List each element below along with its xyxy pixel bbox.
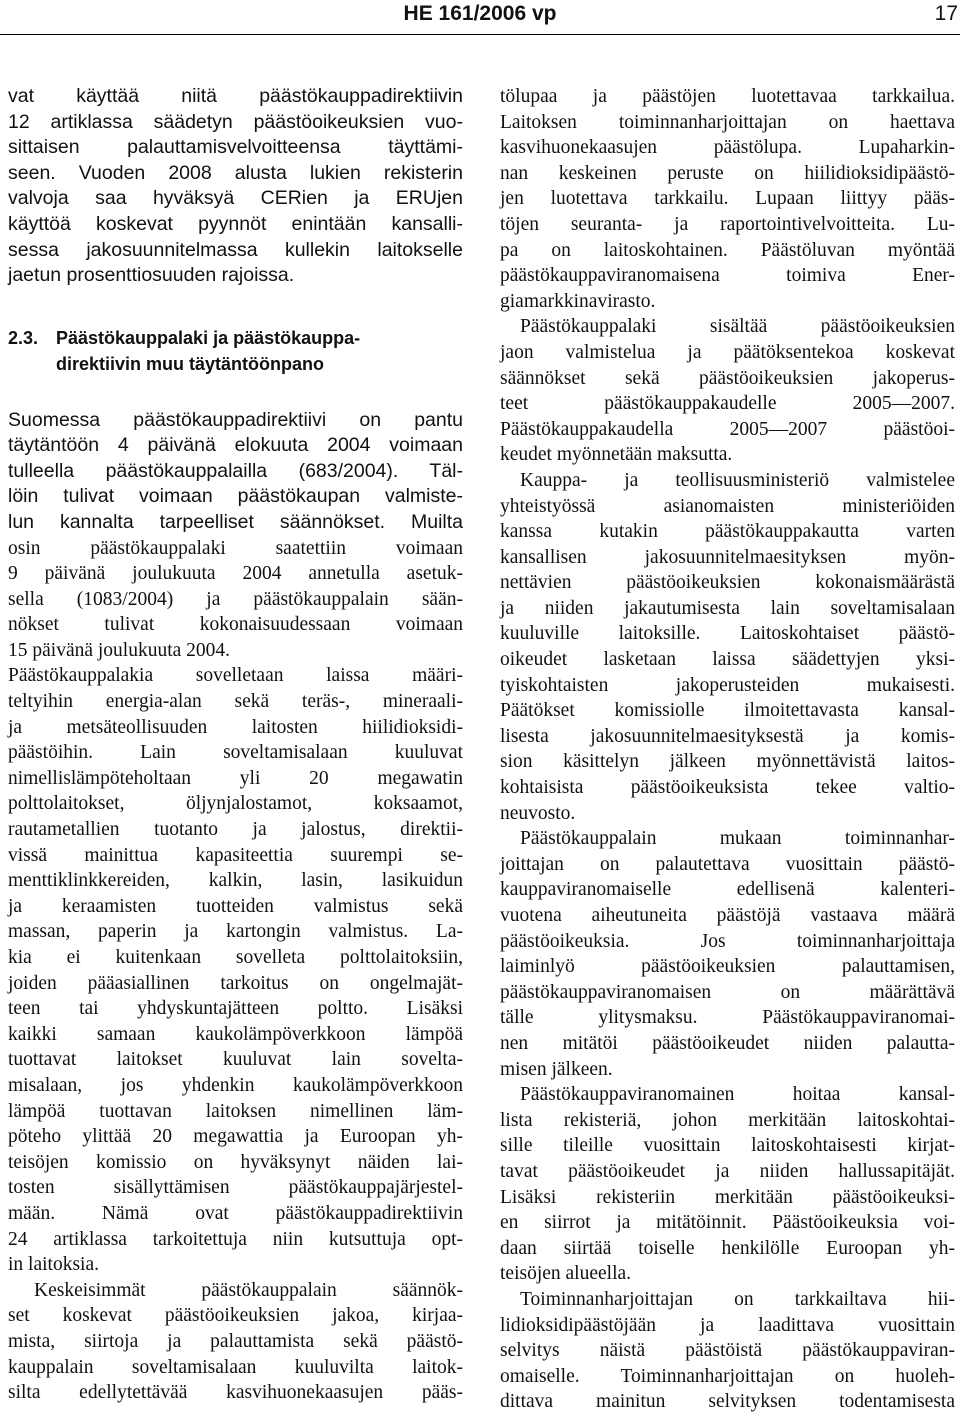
- text-line: päästökauppaviranomaisena toimiva Ener-: [500, 265, 955, 287]
- text-line: sessa jakosuunnitelmassa kullekin laitokselle: [8, 238, 463, 261]
- text-line: pa on laitoskohtainen. Päästöluvan myöntää: [500, 239, 955, 261]
- text-line: oikeudet lasketaan laissa säädettyjen yksi-: [500, 649, 955, 671]
- page-header: [0, 0, 960, 35]
- text-line: lisesta jakosuunnitelmaesityksestä ja komis-: [500, 725, 955, 747]
- text-line: jaetun prosenttiosuuden rajoissa.: [8, 264, 295, 287]
- text-line: osin päästökauppalaki saatettiin voimaan: [8, 537, 463, 559]
- text-line: selvitys näistä päästöistä päästökauppaviran-: [500, 1340, 955, 1362]
- text-line: neuvosto.: [500, 802, 576, 824]
- paragraph: [8, 84, 463, 289]
- text-line: joiden pääasiallinen tarkoitus on ongelmajät-: [8, 972, 463, 994]
- paragraph: [8, 1278, 463, 1304]
- text-line: Päästökauppaviranomainen hoitaa kansal-: [520, 1084, 955, 1106]
- paragraph: [500, 468, 955, 494]
- text-line: misen jälkeen.: [500, 1058, 613, 1080]
- text-line: lun kannalta tarpeelliset säännökset. Muilta: [8, 510, 463, 533]
- text-line: ja metsäteollisuuden laitosten hiilidioksidi-: [8, 716, 463, 738]
- text-line: Päästökauppalain mukaan toiminnanhar-: [520, 828, 955, 850]
- right-column: [500, 84, 955, 1415]
- text-line: lista rekisteriä, johon merkitään laitoskohtai-: [500, 1109, 955, 1131]
- text-line: tosten sisällyttämisen päästökauppajärjestel-: [8, 1177, 463, 1199]
- text-line: käyttöä koskevat pyynnöt enintään kansalli-: [8, 212, 463, 235]
- paragraph: [8, 1303, 463, 1405]
- text-line: mista, siirtoja ja palauttamista sekä päästö-: [8, 1330, 463, 1352]
- paragraph: [500, 1287, 955, 1313]
- text-line: ja niiden jakautumisesta lain soveltamisalaan: [500, 597, 955, 619]
- paragraph: [500, 340, 955, 468]
- text-line: kaikki samaan kaukolämpöverkkoon lämpöä: [8, 1023, 463, 1045]
- text-line: sella (1083/2004) ja päästökauppalain sään-: [8, 588, 463, 610]
- document-id: HE 161/2006 vp: [403, 2, 557, 25]
- text-line: sion käsittelyn jälkeen myönnettävistä laitos-: [500, 751, 955, 773]
- section-title-line: Päästökauppalaki ja päästökauppa-: [56, 328, 361, 349]
- text-line: kasvihuonekaasujen päästölupa. Lupaharkin-: [500, 137, 955, 159]
- paragraph: [500, 1082, 955, 1108]
- text-line: tölupaa ja päästöjen luotettavaa tarkkailua.: [500, 86, 955, 107]
- text-line: 9 päivänä joulukuuta 2004 annetulla asetuk-: [8, 563, 463, 585]
- text-line: lämpöä tuottavan laitoksen nimellinen läm-: [8, 1100, 463, 1122]
- text-line: tälle ylitysmaksu. Päästökauppaviranomai-: [500, 1007, 955, 1029]
- section-heading: [8, 326, 463, 377]
- text-line: löin tulivat voimaan päästökaupan valmiste-: [8, 485, 463, 508]
- text-line: päästökauppaviranomaisen on määrättävä: [500, 981, 955, 1003]
- text-line: tyiskohtaisten jakoperusteiden mukaisesti.: [500, 674, 955, 696]
- paragraph: [500, 1108, 955, 1287]
- text-line: keudet myönnetään maksutta.: [500, 444, 733, 466]
- text-line: säännökset sekä päästöoikeuksien jakoperus-: [500, 367, 955, 389]
- text-line: teisöjen alueella.: [500, 1263, 632, 1285]
- text-line: joittajan on palautettava vuosittain päästö-: [500, 853, 955, 875]
- text-line: nimellislämpöteholtaan yli 20 megawatin: [8, 767, 463, 789]
- text-line: kansallisen jakosuunnitelmaesityksen myön-: [500, 546, 955, 568]
- text-line: päästöihin. Lain soveltamisalaan kuuluvat: [8, 742, 463, 764]
- text-line: nettävien päästöoikeuksien kokonaismäärästä: [500, 572, 955, 594]
- text-line: täytäntöön 4 päivänä elokuuta 2004 voimaan: [8, 434, 463, 457]
- text-line: mään. Nämä ovat päästökauppadirektiivin: [8, 1202, 463, 1224]
- text-line: silta edellytettävää kasvihuonekaasujen pääs-: [8, 1382, 463, 1404]
- text-line: jaon valmistelua ja päätöksentekoa koskevat: [500, 341, 955, 363]
- text-line: Päästökauppalaki sisältää päästöoikeuksien: [520, 316, 955, 338]
- text-line: omaiselle. Toiminnanharjoittajan on huoleh-: [500, 1365, 955, 1387]
- text-line: nan keskeinen peruste on hiilidioksidipäästö-: [500, 162, 955, 184]
- text-line: töjen seuranta- ja raportointivelvoitteita. Lu-: [500, 213, 955, 235]
- paragraph: [8, 408, 463, 536]
- text-line: nökset tulivat kokonaisuudessaan voimaan: [8, 614, 463, 636]
- text-line: dittava mainitun selvityksen todentamisesta: [500, 1391, 955, 1413]
- page-number: 17: [934, 2, 958, 25]
- section-title-line: direktiivin muu täytäntöönpano: [56, 353, 325, 374]
- text-line: vat käyttää niitä päästökauppadirektiivin: [8, 85, 463, 107]
- text-line: Laitoksen toiminnanharjoittajan on haettava: [500, 111, 955, 133]
- text-line: kauppalain soveltamisalaan kuuluvilta laitok-: [8, 1356, 463, 1378]
- text-line: Kauppa- ja teollisuusministeriö valmistelee: [520, 469, 955, 491]
- text-line: Päästökauppakaudella 2005—2007 päästöoi-: [500, 418, 955, 440]
- text-line: set koskevat päästöoikeuksien jakoa, kirjaa-: [8, 1305, 463, 1327]
- text-line: massan, paperin ja kartongin valmistus. La-: [8, 921, 463, 943]
- text-line: giamarkkinavirasto.: [500, 290, 656, 312]
- text-line: teisöjen komissio on hyväksynyt näiden lai-: [8, 1151, 463, 1173]
- text-line: vissä mainittua kapasiteettia suurempi se-: [8, 844, 463, 866]
- text-line: en siirrot ja mitätöinnit. Päästöoikeuksia voi-: [500, 1212, 955, 1234]
- text-line: valvoja saa hyväksyä CERien ja ERUjen: [8, 187, 463, 210]
- left-column: [8, 84, 463, 1406]
- text-line: jen luotettava tarkkailu. Lupaan liittyy pääs-: [500, 188, 955, 210]
- text-line: 15 päivänä joulukuuta 2004.: [8, 639, 231, 661]
- text-line: 24 artiklassa tarkoitettuja niin kutsuttuja opt-: [8, 1228, 463, 1250]
- section-number: 2.3.: [8, 328, 39, 349]
- text-line: kauppaviranomaiselle edellisenä kalenteri-: [500, 879, 955, 901]
- text-line: polttolaitokset, öljynjalostamot, koksaamot,: [8, 793, 463, 815]
- paragraph: [500, 852, 955, 1082]
- text-line: päästöoikeuksia. Jos toiminnanharjoittaja: [500, 930, 955, 952]
- text-line: tavat päästöoikeudet ja niiden hallussapitäjät.: [500, 1160, 955, 1182]
- paragraph: [500, 314, 955, 340]
- text-line: teen tai yhdyskuntajätteen poltto. Lisäksi: [8, 998, 463, 1020]
- text-line: pöteho ylittää 20 megawattia ja Euroopan yh-: [8, 1126, 463, 1148]
- text-line: Toiminnanharjoittajan on tarkkailtava hii-: [520, 1288, 955, 1310]
- text-line: teet päästökauppakaudelle 2005—2007.: [500, 393, 955, 415]
- text-line: rautametallien tuotanto ja jalostus, direktii-: [8, 819, 463, 841]
- text-line: daan siirtää toiselle henkilölle Euroopan yh-: [500, 1237, 955, 1259]
- text-line: lidioksidipäästöjään ja laadittava vuosittain: [500, 1314, 955, 1336]
- text-line: tuottavat laitokset kuuluvat lain soveltа-: [8, 1049, 463, 1071]
- text-line: 12 artiklassa säädetyn päästöoikeuksien vuo-: [8, 110, 463, 133]
- paragraph: [500, 1313, 955, 1415]
- text-line: kuuluville laitoksille. Laitoskohtaiset päästö-: [500, 623, 955, 645]
- text-line: tulleella päästökauppalailla (683/2004). Täl-: [8, 459, 463, 482]
- paragraph: [8, 536, 463, 664]
- text-line: Lisäksi rekisteriin merkitään päästöoikeuksi-: [500, 1186, 955, 1208]
- text-line: seen. Vuoden 2008 alusta lukien rekisterin: [8, 161, 463, 184]
- text-line: laiminlyö päästöoikeuksien palauttamisen,: [500, 956, 955, 978]
- text-line: vuotena aiheutuneita päästöjä vastaava määrä: [500, 905, 955, 926]
- paragraph: [500, 84, 955, 314]
- text-line: Suomessa päästökauppadirektiivi on pantu: [8, 408, 463, 431]
- text-line: in laitoksia.: [8, 1254, 99, 1276]
- paragraph: [500, 494, 955, 827]
- text-line: kohtaisista päästöoikeuksista tekee valtio-: [500, 777, 955, 799]
- paragraph: [500, 826, 955, 852]
- text-line: ja keraamisten tuotteiden valmistus sekä: [8, 895, 463, 917]
- text-line: sittaisen palauttamisvelvoitteensa täyttämi-: [8, 136, 463, 159]
- text-line: nen mitätöi päästöoikeudet niiden palautta-: [500, 1032, 955, 1054]
- paragraph: [8, 663, 463, 1277]
- text-line: menttiklinkkereiden, kalkin, lasin, lasikuidun: [8, 870, 463, 892]
- text-line: kanssa kutakin päästökauppakautta varten: [500, 521, 955, 543]
- text-line: kia ei kuitenkaan sovelleta polttolaitoksiin,: [8, 947, 463, 968]
- text-line: teltyihin energia-alan sekä teräs-, mineraali-: [8, 691, 463, 713]
- text-line: Päästökauppalakia sovelletaan laissa määri-: [8, 665, 463, 687]
- text-line: sille tileille vuosittain laitoskohtaisesti kirjat-: [500, 1135, 955, 1157]
- text-line: yhteistyössä asianomaisten ministeriöiden: [500, 495, 955, 517]
- text-line: misalaan, jos yhdenkin kaukolämpöverkkoon: [8, 1074, 463, 1096]
- text-line: Keskeisimmät päästökauppalain säännök-: [34, 1279, 463, 1301]
- text-line: Päätökset komissiolle ilmoitettavasta kansal-: [500, 700, 955, 722]
